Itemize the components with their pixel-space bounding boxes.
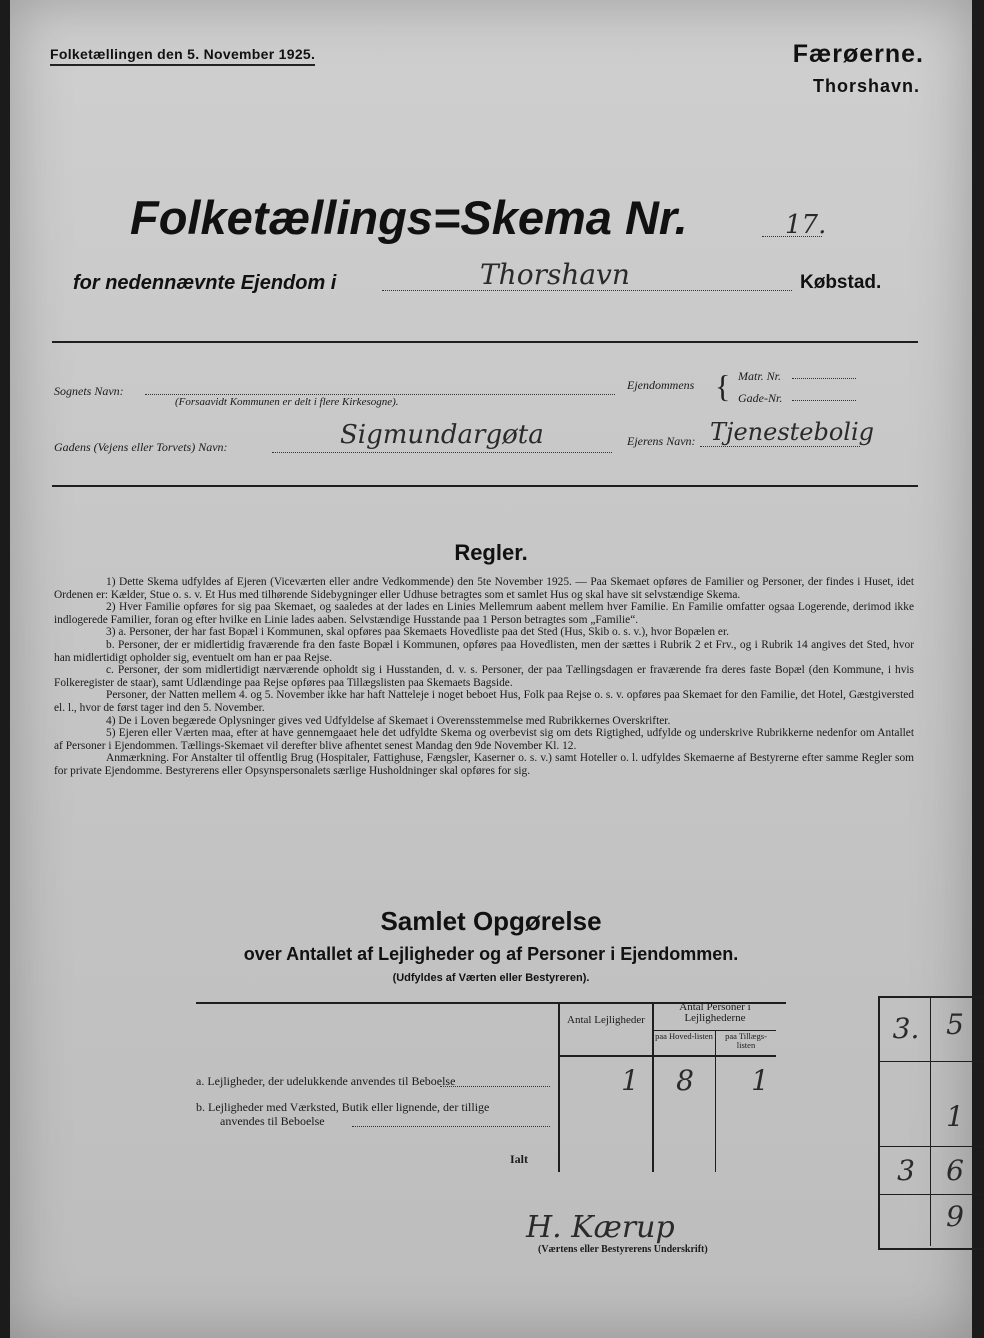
side-tally-r1c1: 3. [892,1012,920,1045]
census-date: Folketællingen den 5. November 1925. [50,46,315,66]
side-tally-r2c2: 1 [946,1100,964,1133]
summary-title: Samlet Opgørelse [380,906,602,936]
side-grid-row-2 [878,1146,983,1147]
matr-label: Matr. Nr. [738,369,782,383]
property-label: Ejendommens [627,378,695,392]
side-tally-r3c1: 3 [897,1154,915,1187]
rule-2: 2) Hver Familie opføres for sig paa Skemaet, og saaledes at der lades en Linies Mellemrum aabent mellem hver Familie. En Familie omfatter ogsaa Logerende, derimod ikke indlogerede Familier, foran og efter hvilke en Linie lades aaben. Selvstændige Husstande paa 1 Person betragtes som „Familie“. [54,601,914,626]
brace-icon: { [715,368,731,404]
signature: H. Kærup [526,1210,675,1245]
side-grid-col-divider [930,996,931,1246]
census-form-sheet [10,0,972,1338]
row-a-dwellings-value: 1 [621,1064,639,1097]
property-place-value: Thorshavn [480,258,630,291]
region-name: Færøerne. [792,40,924,68]
row-a-label: a. Lejligheder, der udelukkende anvendes til Beboelse [196,1074,456,1088]
street-value: Sigmundargøta [340,420,544,450]
table-header-rule [558,1055,776,1057]
col-supp-header: paa Tillægs-listen [725,1031,767,1050]
side-tally-r3c2: 6 [946,1154,964,1187]
signature-caption: (Værtens eller Bestyrerens Underskrift) [538,1244,708,1255]
parish-note: (Forsaavidt Kommunen er delt i flere Kirkesogne). [175,396,399,408]
row-b-label-2: anvendes til Beboelse [220,1114,325,1128]
row-b-dots [352,1126,550,1127]
matr-field [792,378,856,379]
rules-heading: Regler. [454,540,528,565]
table-col-divider-3 [715,1030,716,1172]
owner-value: Tjenestebolig [710,418,875,446]
row-a-dots [440,1086,550,1087]
divider-top [52,341,918,343]
rule-4: 4) De i Loven begærede Oplysninger gives ved Udfyldelse af Skemaet i Overensstemmelse med Rubrikkernes Overskrifter. [106,714,671,727]
col-dwellings-header: Antal Lejligheder [567,1014,645,1026]
town-name: Thorshavn. [812,76,920,96]
owner-field [700,446,860,447]
col-main-header: paa Hoved-listen [655,1031,713,1041]
parish-label: Sognets Navn: [54,384,124,398]
row-total-label: Ialt [510,1152,528,1166]
form-number: 17. [785,210,827,240]
summary-subtitle: over Antallet af Lejligheder og af Personer i Ejendommen. [243,944,739,964]
property-line-label: for nedennævnte Ejendom i [73,272,337,294]
street-nr-field [792,400,856,401]
street-label: Gadens (Vejens eller Torvets) Navn: [54,440,228,454]
rule-3b: b. Personer, der er midlertidig fraværende fra den faste Bopæl i Kommunen, opføres paa Hovedlisten, men der sættes i Rubrik 2 et Frv., og i Rubrik 14 angives det Sted, hvor han midlertidigt opholder sig, eventuelt om han er paa Rejse. [54,638,914,664]
town-type: Købstad. [800,272,882,293]
row-a-main-value: 8 [676,1064,694,1097]
rule-1: 1) Dette Skema udfyldes af Ejeren (Viceværten eller andre Vedkommende) den 5te November 1925. — Paa Skemaet opføres de Familier og Personer, der findes i Huset, idet Ordenen er: Kælder, Stue o. s. v. Et Hus med tilhørende Sidebygninger eller Udhuse betragtes som et samlet Hus og skal have sit selvstændige Skema. [54,576,914,601]
divider-bottom [52,485,918,487]
rules-note: Anmærkning. For Anstalter til offentlig Brug (Hospitaler, Fattighuse, Fængsler, Kaserner o. s. v.) samt Hoteller o. l. udfyldes Skemaerne af Bestyrerne efter samme Regler som for private Ejendomme. Bestyrerens eller Opsynspersonalets særlige Husholdninger skal opføres for sig. [54,752,914,777]
rules-text [54,576,914,778]
side-grid-row-1 [878,1061,983,1062]
side-tally-r4c2: 9 [946,1200,964,1233]
summary-note: (Udfyldes af Værten eller Bestyreren). [392,972,590,984]
col-persons-header: Antal Personer i Lejlighederne [679,1001,751,1024]
side-grid-row-3 [878,1194,983,1195]
row-a-supp-value: 1 [751,1064,769,1097]
form-title: Folketællings=Skema Nr. [130,191,688,244]
street-field [272,452,612,453]
table-col-divider-2 [652,1002,654,1172]
parish-field [145,394,615,395]
row-b-label-1: b. Lejligheder med Værksted, Butik eller lignende, der tillige [196,1100,490,1114]
rule-5: 5) Ejeren eller Værten maa, efter at have gennemgaaet hele det udfyldte Skema og overbevist sig om dets Rigtighed, udfylde og underskrive Rubrikkerne nedenfor om Antallet af Personer i Ejendommen. Tællings-Skemaet vil derefter blive afhentet senest Mandag den 9de November Kl. 12. [54,727,914,752]
owner-label: Ejerens Navn: [627,434,696,448]
table-col-divider-1 [558,1002,560,1172]
rule-3d: Personer, der Natten mellem 4. og 5. November ikke har haft Natteleje i noget beboet Hus, Folk paa Rejse o. s. v. opføres paa Skemaet for den Familie, det Hotel, Gæstgiversted el. l., hvor de først tager ind den 5. November. [54,689,914,714]
rule-3a: 3) a. Personer, der har fast Bopæl i Kommunen, skal opføres paa Skemaets Hovedliste paa det Sted (Hus, Skib o. s. v.), hvor Bopælen er. [106,626,729,639]
street-nr-label: Gade-Nr. [738,391,783,405]
rule-3c: c. Personer, der som midlertidigt nærværende opholdt sig i Husstanden, d. v. s. Personer, der paa Tællingsdagen er fraværende fra deres faste Bopæl (den Kommune, i hvis Folkeregister de staar), samt Udlændinge paa Rejse opføres paa Tillægslisten paa Skemaets Bagside. [54,664,914,689]
side-tally-r1c2: 5 [946,1008,964,1041]
